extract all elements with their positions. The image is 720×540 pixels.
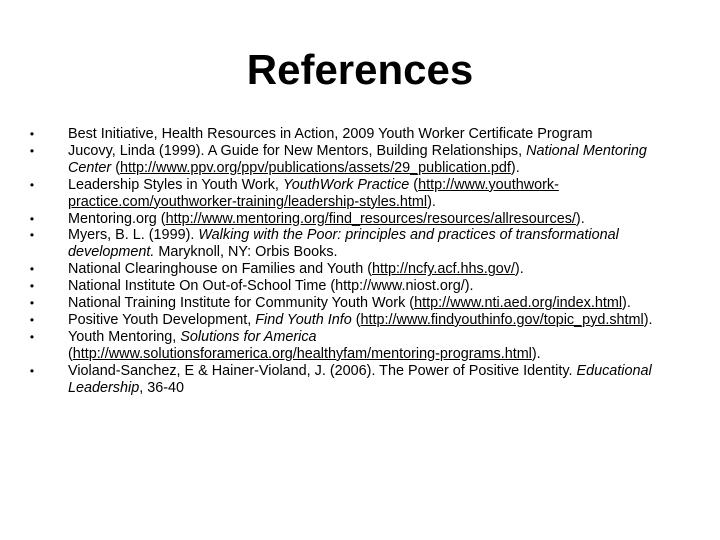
reference-text: Youth Mentoring, [68,328,181,345]
list-item [24,312,674,329]
reference-link[interactable]: http://www.mentoring.org/find_resources/resources/allresources/ [165,210,576,227]
list-item [24,329,674,363]
list-item [24,143,674,177]
list-item [24,126,674,143]
reference-text: National Training Institute for Community Youth Work ( [68,295,415,312]
reference-text: ( [409,176,419,193]
bullet-icon: • [29,177,35,192]
reference-text: ). [622,295,631,312]
page-title: References [246,46,474,93]
list-item [24,227,674,261]
reference-link[interactable]: http://www.ppv.org/ppv/publications/assets/29_publication.pdf [120,159,511,176]
reference-italic: Educational Leadership [68,362,652,396]
list-item [24,295,674,312]
reference-list [24,126,674,397]
list-item [24,177,674,211]
bullet-icon: • [29,228,35,243]
bullet-icon: • [29,296,35,311]
reference-text: Positive Youth Development, [68,311,256,328]
reference-text: ). [514,261,524,278]
bullet-icon: • [29,143,35,158]
list-item [24,211,674,228]
reference-text: ). [427,193,436,210]
reference-link[interactable]: http://www.solutionsforamerica.org/healthyfam/mentoring-programs.html [72,345,532,362]
bullet-icon: • [29,211,35,226]
reference-italic: Walking with the Poor: principles and practices of transformational development. [68,227,619,261]
reference-text: ( [111,159,120,176]
reference-text: Leadership Styles in Youth Work, [68,176,283,193]
bullet-icon: • [29,363,35,378]
reference-text: ). [531,345,541,362]
reference-link[interactable]: http://www.youthwork-practice.com/youthworker-training/leadership-styles.html [68,176,559,210]
reference-text: Myers, B. L. (1999). [68,227,199,244]
reference-text: ( [351,311,361,328]
reference-text: National Clearinghouse on Families and Youth ( [68,261,372,278]
reference-text: Jucovy, Linda (1999). A Guide for New Mentors, Building Relationships, [68,142,527,159]
reference-italic: Solutions for America [180,328,317,345]
reference-text: ). [575,210,585,227]
reference-text: ). [510,159,520,176]
bullet-icon: • [29,262,35,277]
reference-italic: Find Youth Info [255,311,352,328]
list-item [24,261,674,278]
reference-text: Maryknoll, NY: Orbis Books. [154,244,338,261]
reference-text: ( [68,345,73,362]
reference-text: ). [643,311,653,328]
list-item [24,363,674,397]
reference-text: , 36-40 [139,379,185,396]
list-item [24,278,674,295]
reference-text: Violand-Sanchez, E & Hainer-Violand, J. (2006). The Power of Positive Identity. [68,362,577,379]
bullet-icon: • [29,329,35,344]
reference-text: Mentoring.org ( [68,210,166,227]
bullet-icon: • [29,127,35,141]
bullet-icon: • [29,279,35,294]
reference-text: National Institute On Out-of-School Time (http://www.niost.org/). [68,278,474,295]
reference-link[interactable]: http://ncfy.acf.hhs.gov/ [372,261,515,278]
reference-link[interactable]: http://www.nti.aed.org/index.html [414,295,623,312]
reference-italic: National Mentoring Center [68,142,647,176]
reference-text: Best Initiative, Health Resources in Action, 2009 Youth Worker Certificate Program [68,126,593,142]
reference-italic: YouthWork Practice [282,176,410,193]
reference-link[interactable]: http://www.findyouthinfo.gov/topic_pyd.shtml [360,311,644,328]
bullet-icon: • [29,312,35,327]
